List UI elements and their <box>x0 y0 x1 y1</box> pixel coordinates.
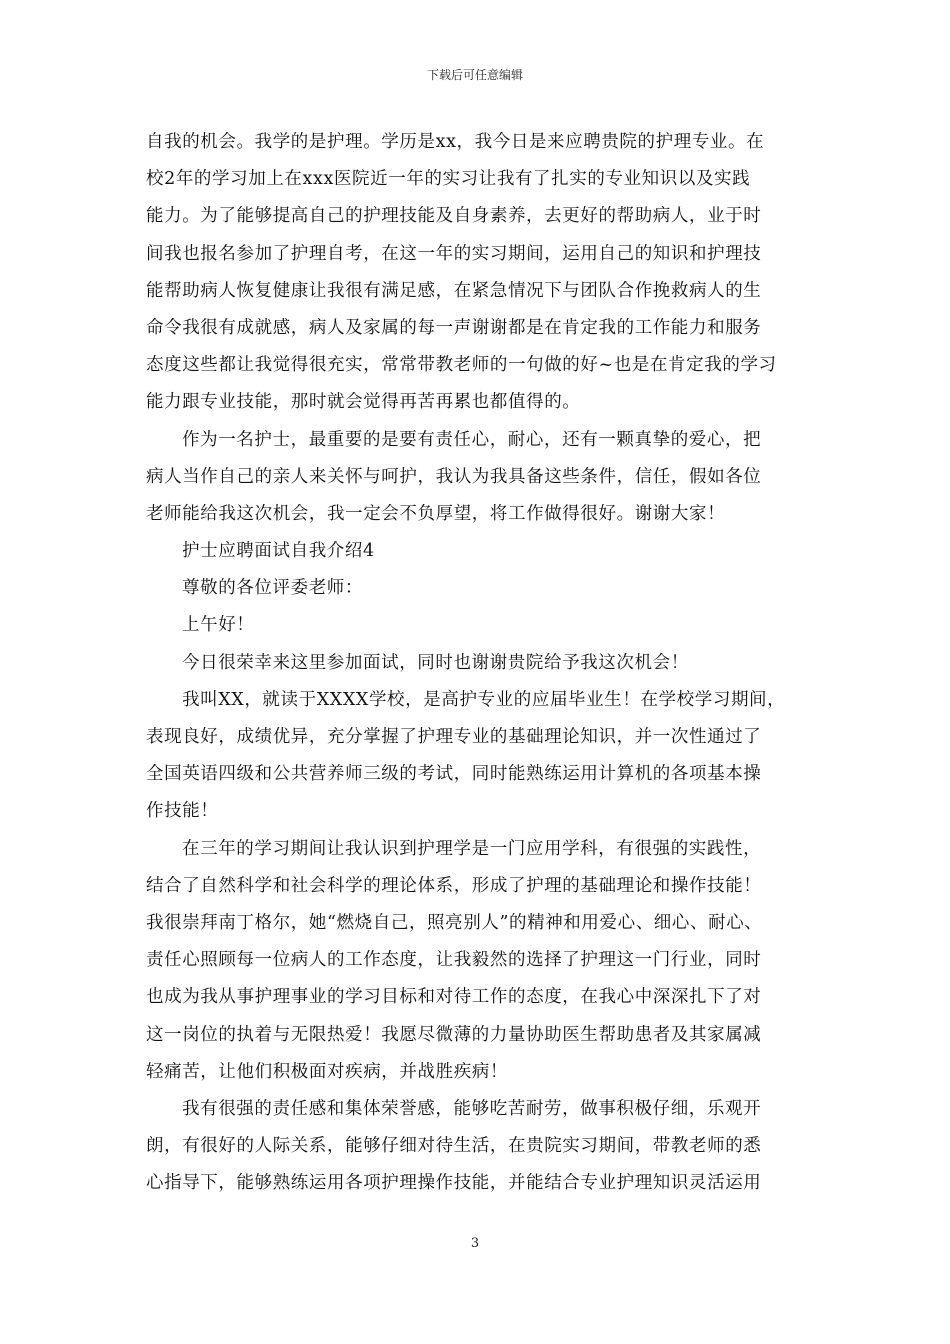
text-line: 我叫XX，就读于XXXX学校，是高护专业的应届毕业生！在学校学习期间， <box>182 689 786 710</box>
text-line: 校2年的学习加上在xxx医院近一年的实习让我有了扎实的专业知识以及实践 <box>146 169 751 190</box>
text-line: 轻痛苦，让他们积极面对疾病，并战胜疾病！ <box>146 1061 508 1082</box>
page-header: 下载后可任意编辑 <box>426 68 523 82</box>
text-line: 能力跟专业技能，那时就会觉得再苦再累也都值得的。 <box>146 392 581 413</box>
text-line: 朗，有很好的人际关系，能够仔细对待生活，在贵院实习期间，带教老师的悉 <box>146 1136 762 1157</box>
text-line: 我有很强的责任感和集体荣誉感，能够吃苦耐劳，做事积极仔细，乐观开 <box>182 1098 762 1119</box>
text-line: 也成为我从事护理事业的学习目标和对待工作的态度，在我心中深深扎下了对 <box>146 987 762 1008</box>
page-number: 3 <box>470 1236 480 1251</box>
text-line: 作技能！ <box>146 801 219 822</box>
text-line: 尊敬的各位评委老师： <box>182 578 363 599</box>
text-line: 全国英语四级和公共营养师三级的考试，同时能熟练运用计算机的各项基本操 <box>146 764 762 785</box>
text-line: 心指导下，能够熟练运用各项护理操作技能，并能结合专业护理知识灵活运用 <box>146 1173 762 1194</box>
body-text <box>146 124 806 1202</box>
text-line: 命令我很有成就感，病人及家属的每一声谢谢都是在肯定我的工作能力和服务 <box>146 317 762 338</box>
text-line: 上午好！ <box>182 615 255 636</box>
text-line: 老师能给我这次机会，我一定会不负厚望，将工作做得很好。谢谢大家！ <box>146 503 726 524</box>
text-line: 今日很荣幸来这里参加面试，同时也谢谢贵院给予我这次机会！ <box>182 652 689 673</box>
text-line: 表现良好，成绩优异，充分掌握了护理专业的基础理论知识，并一次性通过了 <box>146 727 762 747</box>
text-line: 这一岗位的执着与无限热爱！我愿尽微薄的力量协助医生帮助患者及其家属减 <box>146 1024 762 1045</box>
text-line: 护士应聘面试自我介绍4 <box>182 541 375 562</box>
text-line: 责任心照顾每一位病人的工作态度，让我毅然的选择了护理这一门行业，同时 <box>146 950 762 971</box>
text-line: 我很崇拜南丁格尔，她“燃烧自己，照亮别人”的精神和用爱心、细心、耐心、 <box>146 912 763 933</box>
text-line: 在三年的学习期间让我认识到护理学是一门应用学科，有很强的实践性， <box>182 838 762 859</box>
text-line: 能帮助病人恢复健康让我很有满足感，在紧急情况下与团队合作挽救病人的生 <box>146 280 762 301</box>
text-line: 态度这些都让我觉得很充实，常常带教老师的一句做的好~也是在肯定我的学习 <box>146 355 777 376</box>
text-line: 病人当作自己的亲人来关怀与呵护，我认为我具备这些条件，信任，假如各位 <box>146 466 762 487</box>
text-line: 能力。为了能够提高自己的护理技能及自身素养，去更好的帮助病人，业于时 <box>146 206 762 227</box>
text-line: 结合了自然科学和社会科学的理论体系，形成了护理的基础理论和操作技能！ <box>146 875 762 896</box>
text-line: 间我也报名参加了护理自考，在这一年的实习期间，运用自己的知识和护理技 <box>146 243 762 264</box>
text-line: 作为一名护士，最重要的是要有责任心，耐心，还有一颗真挚的爱心，把 <box>182 429 762 450</box>
text-line: 自我的机会。我学的是护理。学历是xx，我今日是来应聘贵院的护理专业。在 <box>146 132 765 152</box>
